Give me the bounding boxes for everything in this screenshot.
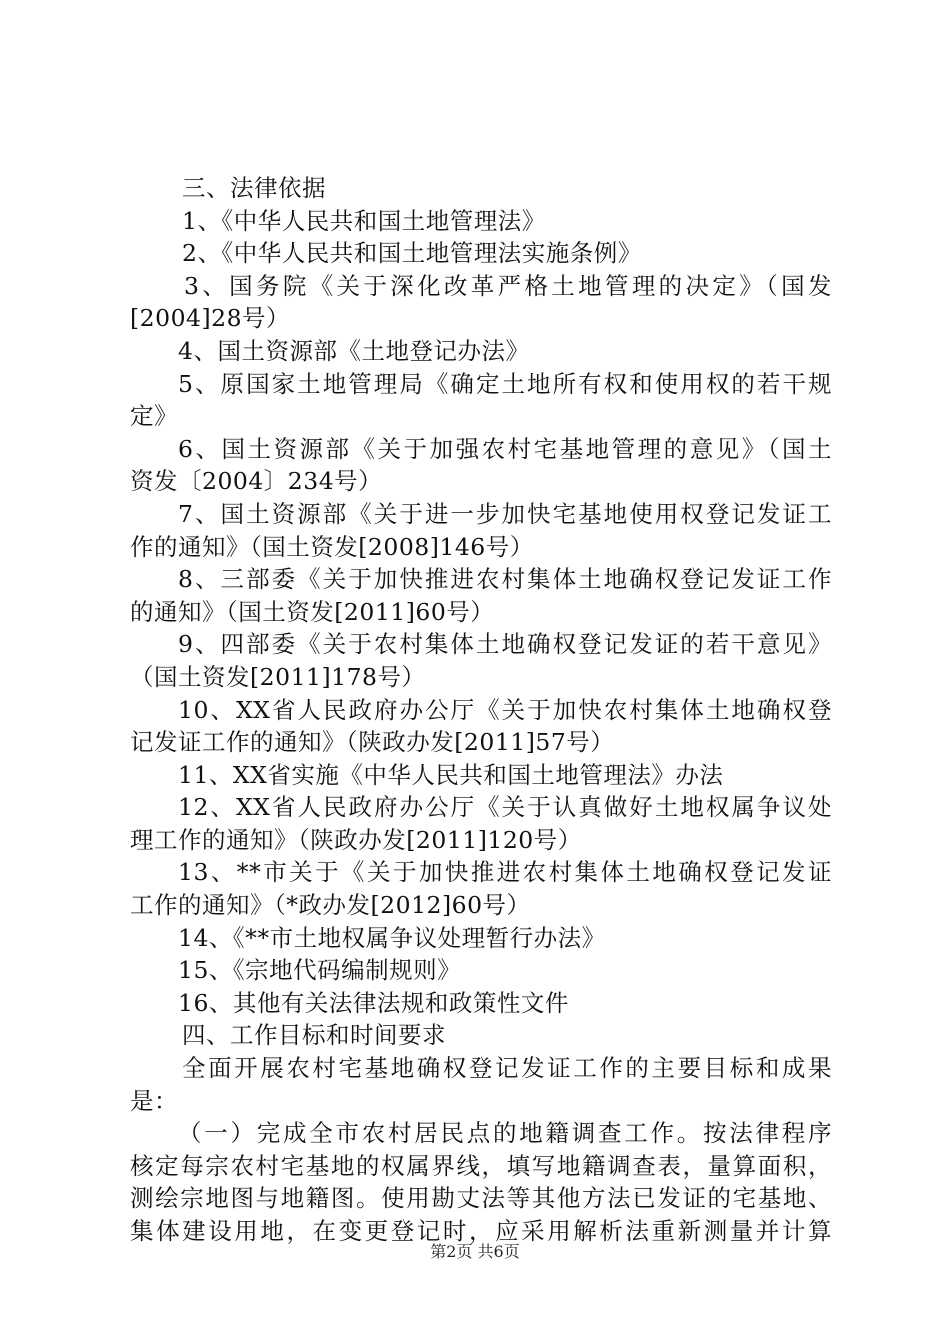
- text-line: 四、工作目标和时间要求: [182, 1021, 446, 1050]
- text-line: 8、三部委《关于加快推进农村集体土地确权登记发证工作: [178, 565, 832, 594]
- text-line: （一）完成全市农村居民点的地籍调查工作。按法律程序: [178, 1119, 832, 1148]
- text-line: 作的通知》（国土资发[2008]146号）: [130, 532, 534, 561]
- text-line: 14、《**市土地权属争议处理暂行办法》: [178, 923, 606, 952]
- text-line: 工作的通知》（*政办发[2012]60号）: [130, 891, 531, 920]
- text-line: 2、《中华人民共和国土地管理法实施条例》: [182, 239, 642, 268]
- text-line: （国土资发[2011]178号）: [130, 662, 426, 691]
- text-line: 全面开展农村宅基地确权登记发证工作的主要目标和成果: [182, 1054, 832, 1083]
- text-line: 核定每宗农村宅基地的权属界线，填写地籍调查表，量算面积，: [130, 1151, 832, 1180]
- text-line: 记发证工作的通知》（陕政办发[2011]57号）: [130, 728, 615, 757]
- text-line: [2004]28号）: [130, 304, 291, 333]
- text-line: 是：: [130, 1086, 178, 1115]
- text-line: 4、国土资源部《土地登记办法》: [178, 336, 530, 365]
- document-body: [130, 172, 832, 1248]
- text-line: 1、《中华人民共和国土地管理法》: [182, 206, 546, 235]
- text-line: 16、其他有关法律法规和政策性文件: [178, 988, 569, 1017]
- text-line: 10、XX省人民政府办公厅《关于加快农村集体土地确权登: [178, 695, 832, 724]
- text-line: 5、原国家土地管理局《确定土地所有权和使用权的若干规: [178, 369, 832, 398]
- text-line: 6、国土资源部《关于加强农村宅基地管理的意见》（国土: [178, 434, 832, 463]
- text-line: 9、四部委《关于农村集体土地确权登记发证的若干意见》: [178, 630, 832, 659]
- text-line: 12、XX省人民政府办公厅《关于认真做好土地权属争议处: [178, 793, 832, 822]
- text-line: 理工作的通知》（陕政办发[2011]120号）: [130, 825, 582, 854]
- text-line: 的通知》（国土资发[2011]60号）: [130, 597, 495, 626]
- text-line: 3、国务院《关于深化改革严格土地管理的决定》（国发: [184, 271, 832, 300]
- text-line: 7、国土资源部《关于进一步加快宅基地使用权登记发证工: [178, 499, 832, 528]
- text-line: 测绘宗地图与地籍图。使用勘丈法等其他方法已发证的宅基地、: [130, 1184, 832, 1213]
- text-line: 集体建设用地，在变更登记时，应采用解析法重新测量并计算: [130, 1217, 832, 1245]
- page-footer: 第2页 共6页: [430, 1242, 520, 1261]
- text-line: 11、XX省实施《中华人民共和国土地管理法》办法: [178, 760, 724, 789]
- text-line: 定》: [130, 402, 178, 431]
- text-line: 资发〔2004〕234号）: [130, 467, 383, 496]
- text-line: 15、《宗地代码编制规则》: [178, 956, 462, 985]
- text-line: 三、法律依据: [182, 174, 326, 202]
- text-line: 13、**市关于《关于加快推进农村集体土地确权登记发证: [178, 858, 832, 887]
